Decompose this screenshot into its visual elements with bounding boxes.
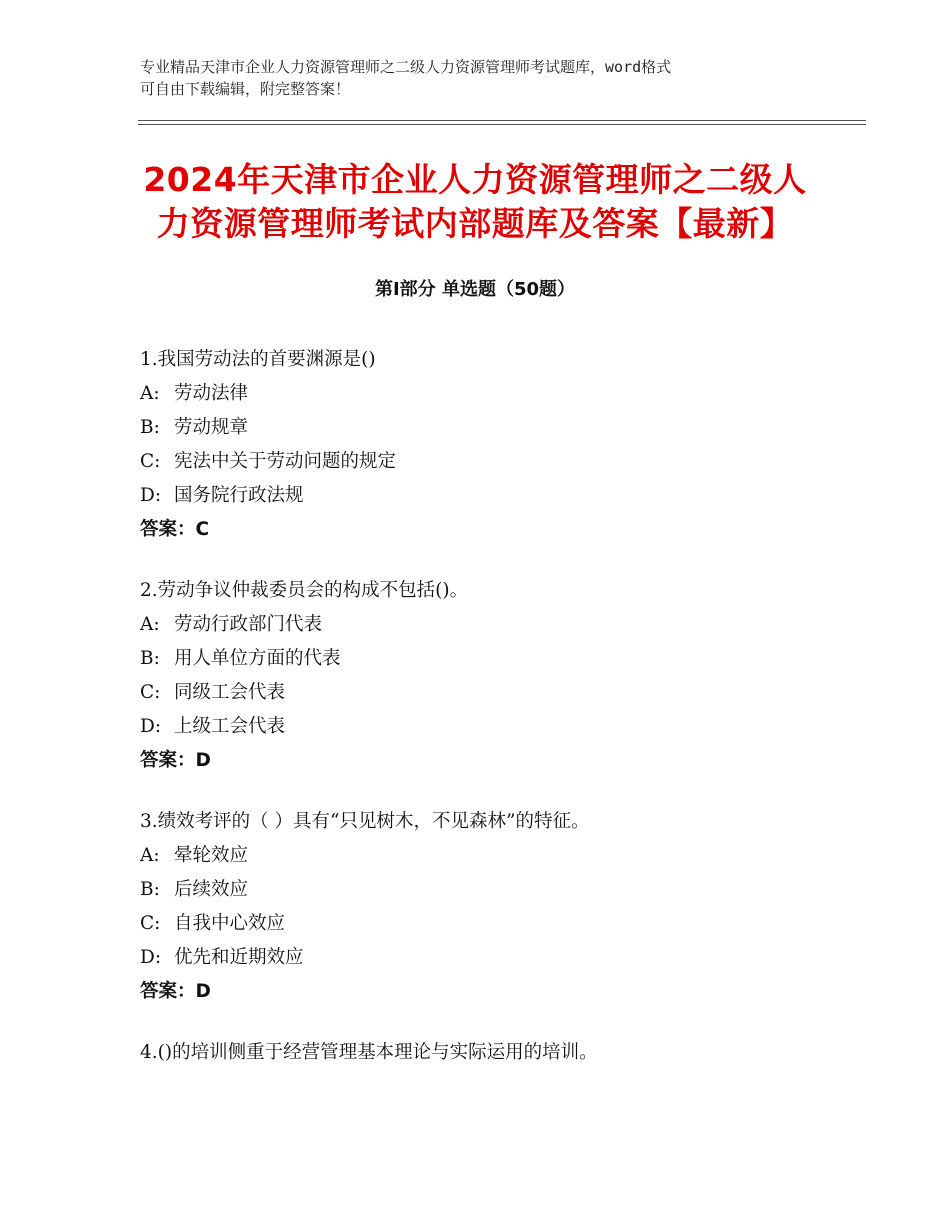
title-line: 2024年天津市企业人力资源管理师之二级人	[143, 160, 807, 199]
option-text: 用人单位方面的代表	[174, 648, 341, 669]
option-label: C:	[140, 451, 161, 472]
title-line: 力资源管理师考试内部题库及答案【最新】	[156, 204, 794, 243]
answer-line: 答案：C	[140, 519, 210, 540]
question-item	[140, 1036, 860, 1070]
option-label: D:	[140, 947, 162, 968]
option-b	[140, 873, 860, 907]
question-stem: 1.我国劳动法的首要渊源是()	[140, 349, 376, 370]
option-text: 优先和近期效应	[174, 947, 304, 968]
option-c	[140, 907, 860, 941]
option-label: C:	[140, 682, 161, 703]
header-divider	[138, 124, 866, 125]
option-text: 后续效应	[174, 879, 249, 900]
question-stem: 3.绩效考评的（ ）具有“只见树木，不见森林”的特征。	[140, 811, 590, 832]
question-item	[140, 574, 860, 778]
option-d	[140, 941, 860, 975]
document-title	[120, 158, 830, 246]
option-text: 同级工会代表	[174, 682, 286, 703]
answer-line: 答案：D	[140, 750, 211, 771]
option-text: 自我中心效应	[174, 913, 286, 934]
option-b	[140, 642, 860, 676]
option-d	[140, 710, 860, 744]
option-text: 宪法中关于劳动问题的规定	[174, 451, 397, 472]
header-note	[140, 56, 820, 100]
section-title: 第Ⅰ部分 单选题（50题）	[374, 279, 575, 300]
header-note-line: 可自由下载编辑，附完整答案！	[140, 80, 351, 98]
option-text: 晕轮效应	[174, 845, 249, 866]
option-d	[140, 479, 860, 513]
option-label: A:	[140, 614, 160, 635]
option-label: B:	[140, 648, 160, 669]
header-divider	[138, 120, 866, 121]
question-stem: 4.()的培训侧重于经营管理基本理论与实际运用的培训。	[140, 1042, 598, 1063]
option-label: D:	[140, 485, 162, 506]
question-item	[140, 805, 860, 1009]
option-text: 国务院行政法规	[174, 485, 304, 506]
option-label: C:	[140, 913, 161, 934]
option-text: 劳动规章	[174, 417, 249, 438]
header-note-line: 专业精品天津市企业人力资源管理师之二级人力资源管理师考试题库，word格式	[140, 58, 672, 76]
answer-line: 答案：D	[140, 981, 211, 1002]
option-c	[140, 676, 860, 710]
option-c	[140, 445, 860, 479]
option-a	[140, 608, 860, 642]
option-b	[140, 411, 860, 445]
option-label: D:	[140, 716, 162, 737]
option-text: 劳动行政部门代表	[174, 614, 323, 635]
question-item	[140, 343, 860, 547]
option-label: A:	[140, 383, 160, 404]
question-list	[140, 343, 860, 1097]
option-label: B:	[140, 417, 160, 438]
option-label: A:	[140, 845, 160, 866]
option-a	[140, 377, 860, 411]
option-text: 上级工会代表	[174, 716, 286, 737]
option-text: 劳动法律	[174, 383, 249, 404]
option-a	[140, 839, 860, 873]
option-label: B:	[140, 879, 160, 900]
question-stem: 2.劳动争议仲裁委员会的构成不包括()。	[140, 580, 469, 601]
